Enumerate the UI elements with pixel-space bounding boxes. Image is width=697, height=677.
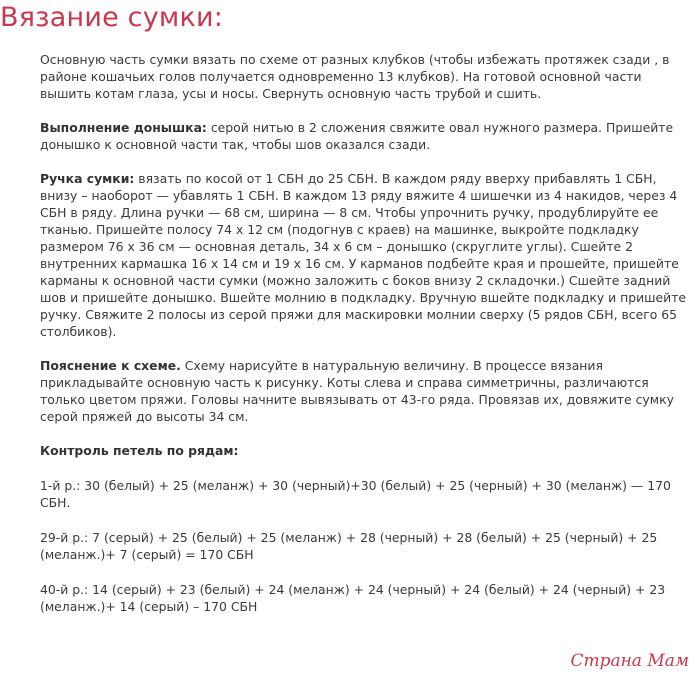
site-watermark: Страна Мам xyxy=(570,651,689,671)
article-body xyxy=(40,51,692,615)
row-count-40: 40-й р.: 14 (серый) + 23 (белый) + 24 (меланж) + 24 (черный) + 24 (белый) + 24 (черный) + 23 (меланж.)+ 14 (серый) – 170 СБН xyxy=(40,582,666,614)
paragraph-handle-label: Ручка сумки: xyxy=(40,171,135,186)
paragraph-scheme-note-text: Схему нарисуйте в натуральную величину. В процессе вязания прикладывайте основную часть к рисунку. Коты слева и справа симметричны, различаются только цветом пряжи. Головы начните вывязывать от 43-го ряда. Провязав их, довяжите сумку серой пряжей до высоты 34 см. xyxy=(40,358,674,424)
paragraph-bottom-text: серой нитью в 2 сложения свяжите овал нужного размера. Пришейте донышко к основной части так, чтобы шов оказался сзади. xyxy=(40,120,674,152)
row-count-1: 1-й р.: 30 (белый) + 25 (меланж) + 30 (черный)+30 (белый) + 25 (черный) + 30 (меланж) — 170 СБН. xyxy=(40,478,671,510)
paragraph-scheme-note xyxy=(40,357,692,425)
paragraph-bottom xyxy=(40,119,692,153)
paragraph-handle-text: вязать по косой от 1 СБН до 25 СБН. В каждом ряду вверху прибавлять 1 СБН, внизу – наоборот — убавлять 1 СБН. В каждом 13 ряду вяжите 4 шишечки из 4 накидов, через 4 СБН в ряду. Длина ручки — 68 см, ширина — 8 см. Чтобы упрочнить ручку, продублируйте ее тканью. Пришейте полосу 74 х 12 см (подогнув с краев) на машинке, выкройте подкладку размером 76 х 36 см — основная деталь, 34 х 6 см – донышко (скруглите углы). Сшейте 2 внутренних кармашка 16 х 14 см и 19 х 16 см. У карманов подбейте края и прошейте, пришейте карманы к основной части сумки (можно заложить с боков внизу 2 складочки.) Сшейте задний шов и пришейте донышко. Вшейте молнию в подкладку. Вручную вшейте подкладку и пришейте ручку. Свяжите 2 полосы из серой пряжи для маскировки молнии сверху (5 рядов СБН, всего 65 столбиков). xyxy=(40,171,687,339)
row-count-29: 29-й р.: 7 (серый) + 25 (белый) + 25 (меланж) + 28 (черный) + 28 (белый) + 25 (черный) + 25 (меланж.)+ 7 (серый) = 170 СБН xyxy=(40,530,658,562)
stitch-control-label: Контроль петель по рядам: xyxy=(40,443,239,458)
paragraph-stitch-control xyxy=(40,442,692,459)
paragraph-main-part: Основную часть сумки вязать по схеме от разных клубков (чтобы избежать протяжек сзади , в районе кошачьих голов получается одновременно 13 клубков). На готовой основной части вышить котам глаза, усы и носы. Свернуть основную часть трубой и сшить. xyxy=(40,52,670,101)
page-title: Вязание сумки: xyxy=(0,2,224,33)
paragraph-handle xyxy=(40,170,692,340)
paragraph-scheme-note-label: Пояснение к схеме. xyxy=(40,358,181,373)
paragraph-bottom-label: Выполнение донышка: xyxy=(40,120,207,135)
